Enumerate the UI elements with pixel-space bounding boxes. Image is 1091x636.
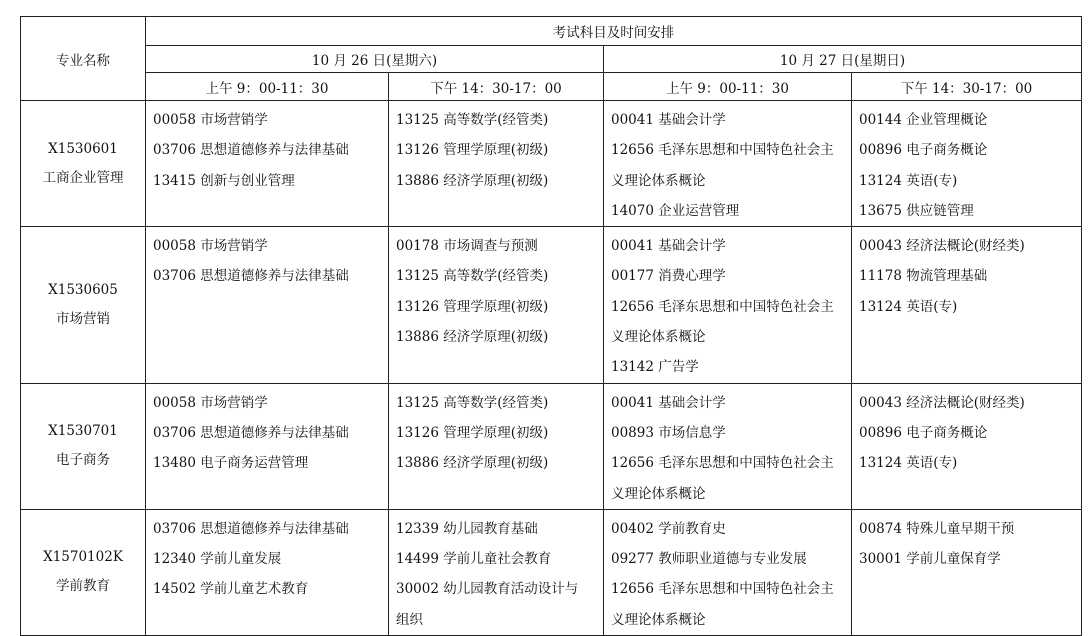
course-line: 00144 企业管理概论	[859, 112, 988, 128]
day1-am-slot: 上午 9：00-11：30	[146, 73, 389, 101]
major-cell	[21, 227, 146, 383]
major-cell	[21, 101, 146, 227]
course-line: 11178 物流管理基础	[859, 268, 988, 285]
course-line: 00178 市场调查与预测	[396, 238, 538, 255]
course-line: 义理论体系概论	[611, 329, 706, 346]
course-line: 13886 经济学原理(初级)	[396, 172, 549, 189]
course-line: 13126 管理学原理(初级)	[396, 424, 549, 441]
course-line: 00893 市场信息学	[611, 424, 726, 441]
major-name: 学前教育	[56, 578, 110, 595]
course-line: 13415 创新与创业管理	[153, 172, 295, 189]
course-line: 03706 思想道德修养与法律基础	[153, 520, 349, 537]
course-list-cell	[146, 101, 389, 227]
course-line: 13124 英语(专)	[859, 172, 958, 189]
course-list-cell	[389, 101, 604, 227]
course-line: 00058 市场营销学	[153, 112, 268, 128]
major-code: X1530701	[48, 423, 118, 440]
course-list-cell	[146, 383, 389, 509]
course-line: 13124 英语(专)	[859, 298, 958, 315]
course-list-cell	[604, 227, 852, 383]
course-list-cell	[146, 509, 389, 635]
course-line: 13480 电子商务运营管理	[153, 455, 309, 472]
course-line: 12340 学前儿童发展	[153, 551, 282, 568]
major-name: 工商企业管理	[42, 169, 124, 186]
day2-am-slot: 上午 9：00-11：30	[604, 73, 852, 101]
course-line: 00058 市场营销学	[153, 394, 268, 411]
course-list-cell	[389, 383, 604, 509]
course-line: 12339 幼儿园教育基础	[396, 520, 538, 537]
course-line: 13886 经济学原理(初级)	[396, 455, 549, 472]
major-code: X1530605	[48, 281, 118, 298]
course-line: 00402 学前教育史	[611, 520, 726, 537]
course-line: 13126 管理学原理(初级)	[396, 298, 549, 315]
course-line: 03706 思想道德修养与法律基础	[153, 268, 349, 285]
day1-date: 10 月 26 日(星期六)	[146, 46, 604, 73]
header-row-2	[21, 46, 1082, 73]
course-list-cell	[852, 227, 1082, 383]
course-line: 12656 毛泽东思想和中国特色社会主	[611, 142, 834, 159]
course-line: 00043 经济法概论(财经类)	[859, 238, 1025, 255]
course-line: 义理论体系概论	[611, 485, 706, 502]
major-cell	[21, 383, 146, 509]
exam-schedule-table	[20, 16, 1082, 636]
schedule-title: 考试科目及时间安排	[146, 17, 1082, 46]
course-line: 义理论体系概论	[611, 172, 706, 189]
course-line: 12656 毛泽东思想和中国特色社会主	[611, 455, 834, 472]
course-list-cell	[389, 227, 604, 383]
day1-pm-slot: 下午 14：30-17：00	[389, 73, 604, 101]
major-name: 电子商务	[56, 452, 110, 469]
course-line: 00041 基础会计学	[611, 112, 726, 128]
course-list-cell	[852, 383, 1082, 509]
course-line: 13125 高等数学(经管类)	[396, 112, 549, 128]
day2-pm-slot: 下午 14：30-17：00	[852, 73, 1082, 101]
course-line: 13126 管理学原理(初级)	[396, 142, 549, 159]
course-list-cell	[604, 383, 852, 509]
course-line: 14499 学前儿童社会教育	[396, 551, 552, 568]
major-row	[21, 101, 1082, 227]
course-line: 03706 思想道德修养与法律基础	[153, 142, 349, 159]
major-name: 市场营销	[56, 310, 110, 327]
course-line: 13886 经济学原理(初级)	[396, 329, 549, 346]
major-cell	[21, 509, 146, 635]
course-list-cell	[852, 509, 1082, 635]
course-list-cell	[604, 509, 852, 635]
course-line: 09277 教师职业道德与专业发展	[611, 551, 807, 568]
course-list-cell	[852, 101, 1082, 227]
course-line: 14502 学前儿童艺术教育	[153, 581, 309, 598]
course-line: 13142 广告学	[611, 359, 699, 376]
course-line: 30001 学前儿童保育学	[859, 551, 1001, 568]
major-header: 专业名称	[21, 17, 146, 101]
course-line: 义理论体系概论	[611, 611, 706, 628]
header-row-1	[21, 17, 1082, 46]
course-line: 13675 供应链管理	[859, 202, 974, 219]
course-line: 12656 毛泽东思想和中国特色社会主	[611, 298, 834, 315]
major-row	[21, 383, 1082, 509]
course-list-cell	[604, 101, 852, 227]
course-line: 00058 市场营销学	[153, 238, 268, 255]
course-line: 13125 高等数学(经管类)	[396, 268, 549, 285]
major-row	[21, 227, 1082, 383]
course-line: 00874 特殊儿童早期干预	[859, 520, 1015, 537]
course-line: 00896 电子商务概论	[859, 424, 988, 441]
course-line: 00896 电子商务概论	[859, 142, 988, 159]
major-code: X1570102K	[43, 549, 123, 566]
course-line: 03706 思想道德修养与法律基础	[153, 424, 349, 441]
course-line: 00041 基础会计学	[611, 394, 726, 411]
major-code: X1530601	[48, 140, 118, 157]
day2-date: 10 月 27 日(星期日)	[604, 46, 1082, 73]
header-row-3	[21, 73, 1082, 101]
course-list-cell	[389, 509, 604, 635]
course-line: 00043 经济法概论(财经类)	[859, 394, 1025, 411]
course-line: 12656 毛泽东思想和中国特色社会主	[611, 581, 834, 598]
course-line: 30002 幼儿园教育活动设计与	[396, 581, 579, 598]
course-line: 00041 基础会计学	[611, 238, 726, 255]
major-row	[21, 509, 1082, 635]
course-line: 00177 消费心理学	[611, 268, 726, 285]
course-line: 14070 企业运营管理	[611, 202, 740, 219]
course-line: 13124 英语(专)	[859, 455, 958, 472]
course-list-cell	[146, 227, 389, 383]
course-line: 13125 高等数学(经管类)	[396, 394, 549, 411]
course-line: 组织	[396, 611, 423, 628]
